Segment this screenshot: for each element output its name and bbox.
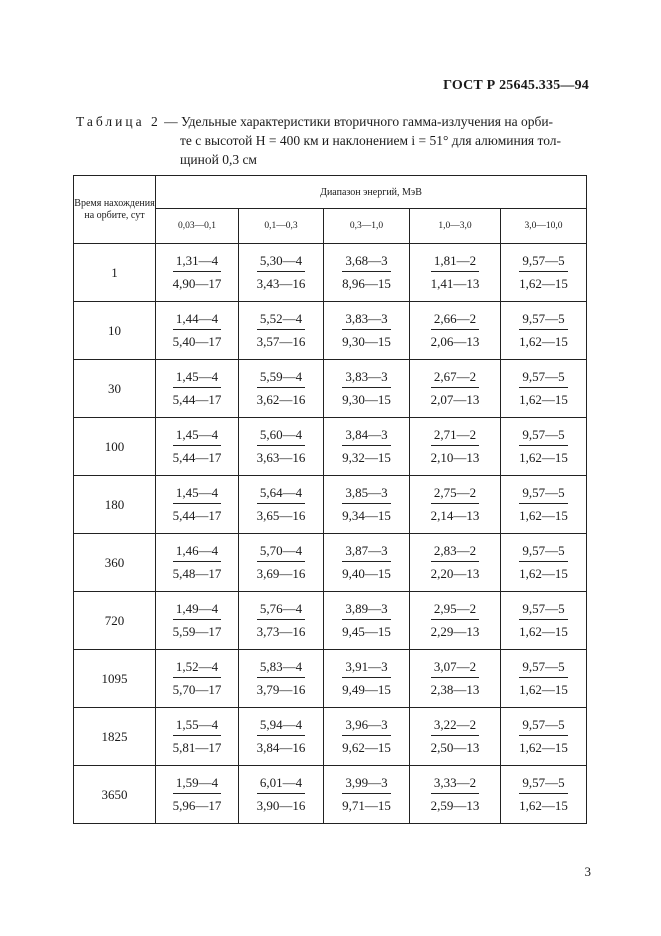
denominator: 3,69—16 <box>256 565 306 581</box>
caption-line-2: те с высотой H = 400 км и наклонением i = 51° для алюминия тол- <box>180 133 562 148</box>
fraction-value <box>431 311 480 350</box>
numerator: 5,76—4 <box>257 601 306 620</box>
fraction-value <box>173 601 222 640</box>
denominator: 3,79—16 <box>256 681 306 697</box>
table-row <box>74 534 587 592</box>
time-header: Время нахождения на орбите, сут <box>74 176 156 244</box>
value-cell <box>410 476 501 534</box>
numerator: 3,89—3 <box>342 601 391 620</box>
fraction-value <box>257 659 306 698</box>
value-cell <box>239 534 324 592</box>
numerator: 1,46—4 <box>173 543 222 562</box>
value-cell <box>239 360 324 418</box>
fraction-value <box>431 427 480 466</box>
fraction-value <box>342 427 391 466</box>
row-day: 100 <box>74 418 156 476</box>
value-cell <box>156 360 239 418</box>
row-day: 30 <box>74 360 156 418</box>
numerator: 9,57—5 <box>519 601 568 620</box>
value-cell <box>239 244 324 302</box>
value-cell <box>239 418 324 476</box>
fraction-value <box>519 369 568 408</box>
value-cell <box>410 418 501 476</box>
table-row <box>74 766 587 824</box>
fraction-value <box>431 485 480 524</box>
value-cell <box>324 244 410 302</box>
denominator: 1,62—15 <box>519 681 568 697</box>
denominator: 1,62—15 <box>519 739 568 755</box>
denominator: 1,62—15 <box>519 391 568 407</box>
denominator: 3,84—16 <box>256 739 306 755</box>
denominator: 9,49—15 <box>342 681 391 697</box>
energy-range-5: 3,0—10,0 <box>501 209 587 244</box>
energy-range-2: 0,1—0,3 <box>239 209 324 244</box>
fraction-value <box>431 601 480 640</box>
table-row <box>74 650 587 708</box>
numerator: 9,57—5 <box>519 253 568 272</box>
denominator: 3,90—16 <box>256 797 306 813</box>
value-cell <box>156 708 239 766</box>
value-cell <box>239 650 324 708</box>
row-day: 10 <box>74 302 156 360</box>
value-cell <box>239 766 324 824</box>
fraction-value <box>519 601 568 640</box>
denominator: 5,96—17 <box>172 797 222 813</box>
fraction-value <box>257 775 306 814</box>
value-cell <box>239 476 324 534</box>
numerator: 1,52—4 <box>173 659 222 678</box>
numerator: 5,30—4 <box>257 253 306 272</box>
row-day: 360 <box>74 534 156 592</box>
fraction-value <box>342 485 391 524</box>
value-cell <box>410 360 501 418</box>
value-cell <box>324 766 410 824</box>
denominator: 3,43—16 <box>256 275 306 291</box>
fraction-value <box>173 369 222 408</box>
fraction-value <box>257 369 306 408</box>
denominator: 2,10—13 <box>430 449 480 465</box>
table-caption <box>76 112 588 169</box>
numerator: 3,22—2 <box>431 717 480 736</box>
value-cell <box>501 592 587 650</box>
fraction-value <box>257 427 306 466</box>
value-cell <box>410 244 501 302</box>
value-cell <box>156 534 239 592</box>
numerator: 1,55—4 <box>173 717 222 736</box>
document-header: ГОСТ Р 25645.335—94 <box>443 78 589 93</box>
row-day: 180 <box>74 476 156 534</box>
numerator: 3,87—3 <box>342 543 391 562</box>
denominator: 2,14—13 <box>430 507 480 523</box>
denominator: 2,20—13 <box>430 565 480 581</box>
fraction-value <box>257 485 306 524</box>
numerator: 3,83—3 <box>342 369 391 388</box>
numerator: 9,57—5 <box>519 659 568 678</box>
fraction-value <box>173 717 222 756</box>
numerator: 3,91—3 <box>342 659 391 678</box>
value-cell <box>501 708 587 766</box>
numerator: 3,99—3 <box>342 775 391 794</box>
fraction-value <box>342 775 391 814</box>
energy-range-1: 0,03—0,1 <box>156 209 239 244</box>
value-cell <box>501 476 587 534</box>
fraction-value <box>519 253 568 292</box>
numerator: 9,57—5 <box>519 427 568 446</box>
numerator: 3,96—3 <box>342 717 391 736</box>
fraction-value <box>519 427 568 466</box>
numerator: 3,33—2 <box>431 775 480 794</box>
denominator: 3,65—16 <box>256 507 306 523</box>
denominator: 9,30—15 <box>342 391 391 407</box>
value-cell <box>410 534 501 592</box>
numerator: 5,60—4 <box>257 427 306 446</box>
value-cell <box>501 766 587 824</box>
denominator: 5,70—17 <box>172 681 222 697</box>
table-row <box>74 592 587 650</box>
denominator: 3,73—16 <box>256 623 306 639</box>
denominator: 1,62—15 <box>519 333 568 349</box>
table-row <box>74 418 587 476</box>
fraction-value <box>173 427 222 466</box>
numerator: 3,83—3 <box>342 311 391 330</box>
value-cell <box>324 360 410 418</box>
fraction-value <box>257 311 306 350</box>
denominator: 2,06—13 <box>430 333 480 349</box>
denominator: 5,59—17 <box>172 623 222 639</box>
numerator: 5,94—4 <box>257 717 306 736</box>
value-cell <box>501 302 587 360</box>
numerator: 9,57—5 <box>519 369 568 388</box>
row-day: 1 <box>74 244 156 302</box>
table-row <box>74 476 587 534</box>
value-cell <box>501 418 587 476</box>
denominator: 3,62—16 <box>256 391 306 407</box>
denominator: 1,41—13 <box>430 275 480 291</box>
value-cell <box>501 534 587 592</box>
numerator: 1,59—4 <box>173 775 222 794</box>
denominator: 9,30—15 <box>342 333 391 349</box>
denominator: 8,96—15 <box>342 275 391 291</box>
denominator: 1,62—15 <box>519 449 568 465</box>
value-cell <box>156 592 239 650</box>
denominator: 2,38—13 <box>430 681 480 697</box>
fraction-value <box>342 717 391 756</box>
denominator: 5,44—17 <box>172 507 222 523</box>
numerator: 5,59—4 <box>257 369 306 388</box>
denominator: 1,62—15 <box>519 797 568 813</box>
fraction-value <box>342 369 391 408</box>
value-cell <box>410 302 501 360</box>
denominator: 5,81—17 <box>172 739 222 755</box>
value-cell <box>324 476 410 534</box>
energy-range-4: 1,0—3,0 <box>410 209 501 244</box>
table-row <box>74 302 587 360</box>
numerator: 9,57—5 <box>519 311 568 330</box>
table-row <box>74 708 587 766</box>
numerator: 1,81—2 <box>431 253 480 272</box>
numerator: 2,95—2 <box>431 601 480 620</box>
value-cell <box>156 650 239 708</box>
fraction-value <box>519 543 568 582</box>
denominator: 9,40—15 <box>342 565 391 581</box>
value-cell <box>324 650 410 708</box>
numerator: 5,70—4 <box>257 543 306 562</box>
fraction-value <box>342 659 391 698</box>
denominator: 9,34—15 <box>342 507 391 523</box>
denominator: 1,62—15 <box>519 565 568 581</box>
value-cell <box>410 708 501 766</box>
value-cell <box>410 766 501 824</box>
value-cell <box>239 302 324 360</box>
value-cell <box>239 592 324 650</box>
denominator: 5,44—17 <box>172 391 222 407</box>
value-cell <box>501 650 587 708</box>
denominator: 4,90—17 <box>172 275 222 291</box>
numerator: 1,45—4 <box>173 485 222 504</box>
denominator: 3,63—16 <box>256 449 306 465</box>
denominator: 1,62—15 <box>519 507 568 523</box>
caption-line-1: — Удельные характеристики вторичного гамма-излучения на орби- <box>164 114 554 129</box>
value-cell <box>324 302 410 360</box>
page-number: 3 <box>584 864 591 879</box>
denominator: 9,71—15 <box>342 797 391 813</box>
fraction-value <box>342 311 391 350</box>
value-cell <box>410 592 501 650</box>
numerator: 5,64—4 <box>257 485 306 504</box>
table-row <box>74 244 587 302</box>
fraction-value <box>173 543 222 582</box>
fraction-value <box>519 775 568 814</box>
numerator: 3,07—2 <box>431 659 480 678</box>
row-day: 3650 <box>74 766 156 824</box>
fraction-value <box>431 369 480 408</box>
value-cell <box>156 418 239 476</box>
denominator: 3,57—16 <box>256 333 306 349</box>
fraction-value <box>431 543 480 582</box>
energy-range-header: Диапазон энергий, МэВ <box>156 176 587 209</box>
denominator: 5,40—17 <box>172 333 222 349</box>
denominator: 2,29—13 <box>430 623 480 639</box>
denominator: 5,44—17 <box>172 449 222 465</box>
numerator: 1,49—4 <box>173 601 222 620</box>
value-cell <box>239 708 324 766</box>
value-cell <box>324 534 410 592</box>
numerator: 1,31—4 <box>173 253 222 272</box>
fraction-value <box>257 601 306 640</box>
fraction-value <box>519 485 568 524</box>
value-cell <box>324 592 410 650</box>
numerator: 2,83—2 <box>431 543 480 562</box>
value-cell <box>156 302 239 360</box>
fraction-value <box>173 485 222 524</box>
numerator: 2,71—2 <box>431 427 480 446</box>
numerator: 2,66—2 <box>431 311 480 330</box>
numerator: 5,52—4 <box>257 311 306 330</box>
fraction-value <box>431 775 480 814</box>
numerator: 9,57—5 <box>519 717 568 736</box>
numerator: 9,57—5 <box>519 775 568 794</box>
fraction-value <box>431 717 480 756</box>
numerator: 2,75—2 <box>431 485 480 504</box>
numerator: 3,84—3 <box>342 427 391 446</box>
fraction-value <box>519 311 568 350</box>
denominator: 5,48—17 <box>172 565 222 581</box>
value-cell <box>156 244 239 302</box>
value-cell <box>501 360 587 418</box>
fraction-value <box>342 543 391 582</box>
denominator: 9,45—15 <box>342 623 391 639</box>
numerator: 1,45—4 <box>173 369 222 388</box>
fraction-value <box>173 659 222 698</box>
value-cell <box>156 476 239 534</box>
fraction-value <box>173 311 222 350</box>
energy-range-3: 0,3—1,0 <box>324 209 410 244</box>
row-day: 720 <box>74 592 156 650</box>
value-cell <box>324 418 410 476</box>
numerator: 1,44—4 <box>173 311 222 330</box>
fraction-value <box>257 543 306 582</box>
value-cell <box>324 708 410 766</box>
numerator: 6,01—4 <box>257 775 306 794</box>
data-table <box>73 175 587 824</box>
value-cell <box>501 244 587 302</box>
fraction-value <box>257 717 306 756</box>
numerator: 5,83—4 <box>257 659 306 678</box>
row-day: 1825 <box>74 708 156 766</box>
numerator: 2,67—2 <box>431 369 480 388</box>
denominator: 2,07—13 <box>430 391 480 407</box>
denominator: 1,62—15 <box>519 623 568 639</box>
fraction-value <box>173 253 222 292</box>
fraction-value <box>519 659 568 698</box>
fraction-value <box>173 775 222 814</box>
fraction-value <box>431 659 480 698</box>
value-cell <box>156 766 239 824</box>
row-day: 1095 <box>74 650 156 708</box>
fraction-value <box>431 253 480 292</box>
table-row <box>74 360 587 418</box>
numerator: 1,45—4 <box>173 427 222 446</box>
caption-line-3: щиной 0,3 см <box>180 152 257 167</box>
numerator: 9,57—5 <box>519 543 568 562</box>
value-cell <box>410 650 501 708</box>
numerator: 9,57—5 <box>519 485 568 504</box>
denominator: 2,59—13 <box>430 797 480 813</box>
denominator: 2,50—13 <box>430 739 480 755</box>
fraction-value <box>342 601 391 640</box>
denominator: 9,32—15 <box>342 449 391 465</box>
numerator: 3,68—3 <box>342 253 391 272</box>
fraction-value <box>519 717 568 756</box>
denominator: 1,62—15 <box>519 275 568 291</box>
table-label: Таблица 2 <box>76 114 161 129</box>
fraction-value <box>342 253 391 292</box>
fraction-value <box>257 253 306 292</box>
numerator: 3,85—3 <box>342 485 391 504</box>
denominator: 9,62—15 <box>342 739 391 755</box>
